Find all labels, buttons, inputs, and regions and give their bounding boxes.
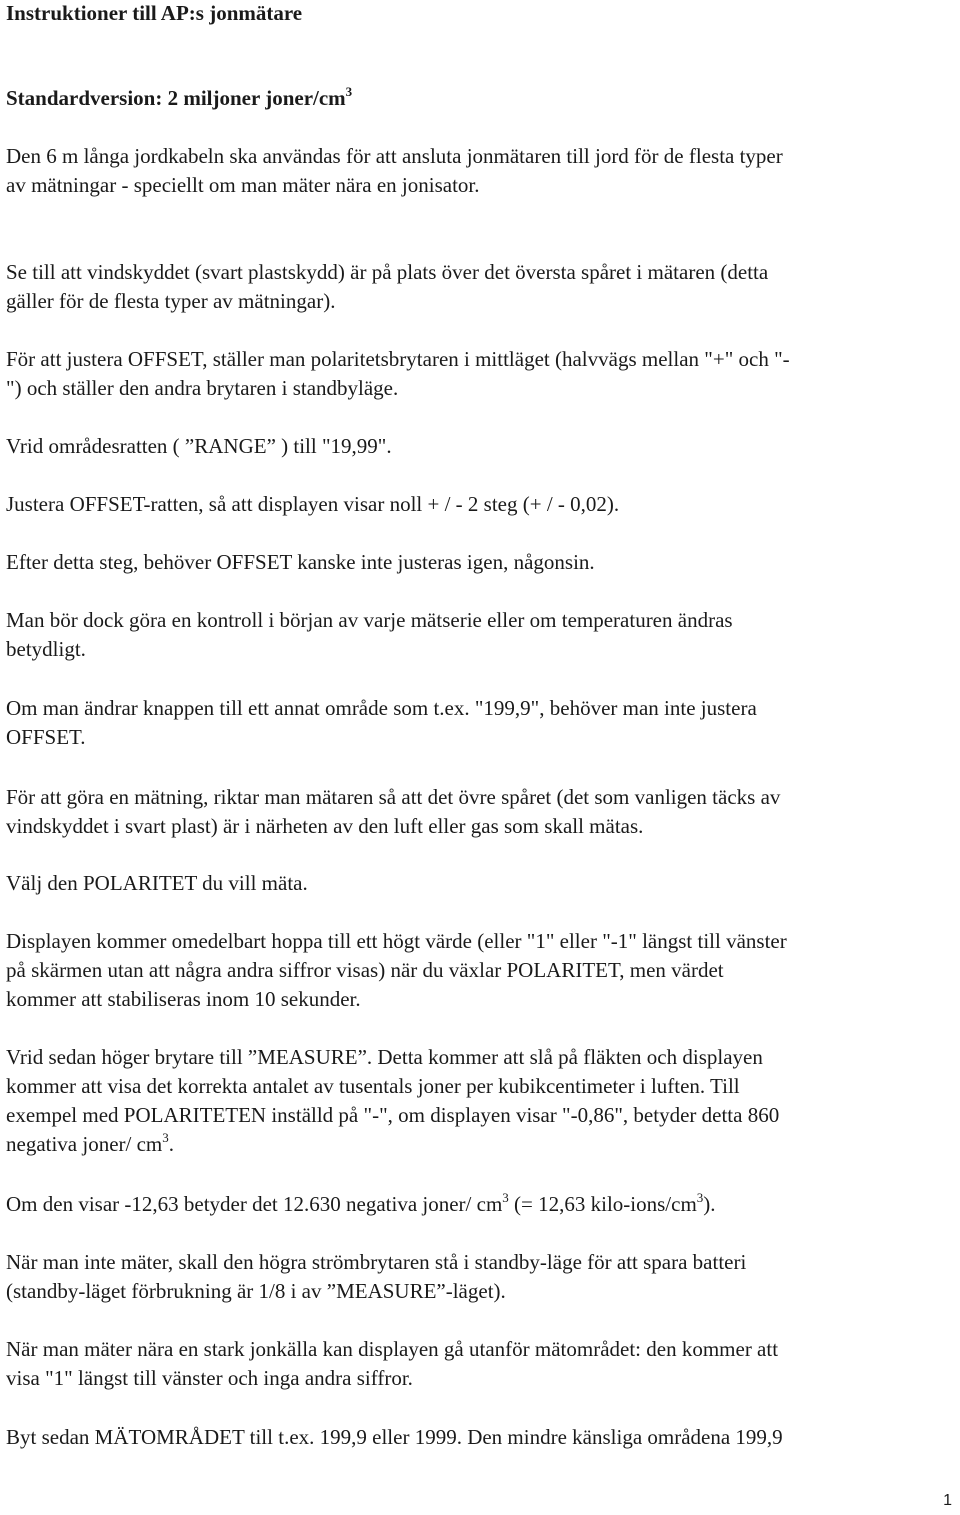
document-title: Instruktioner till AP:s jonmätare bbox=[6, 1, 303, 25]
paragraph-standby: När man inte mäter, skall den högra strömbrytaren stå i standby-läge för att spara batteri (standby-läget förbrukning är 1/8 i av ”MEASURE”-läget). bbox=[6, 1250, 747, 1303]
measure-switch-text: Vrid sedan höger brytare till ”MEASURE”. Detta kommer att slå på fläkten och displayen kommer att visa det korrekta antalet av tusentals joner per kubikcentimeter i luften. Till exempel med POLARITETEN inställd på "-", om displayen visar "-0,86", betyder detta 860 negativa joner/ cm bbox=[6, 1045, 780, 1156]
paragraph-change-measure-range: Byt sedan MÄTOMRÅDET till t.ex. 199,9 eller 1999. Den mindre känsliga områdena 199,9 bbox=[6, 1425, 783, 1449]
paragraph-offset-knob: Justera OFFSET-ratten, så att displayen visar noll + / - 2 steg (+ / - 0,02). bbox=[6, 492, 620, 516]
paragraph-offset-adjust: För att justera OFFSET, ställer man polaritetsbrytaren i mittläget (halvvägs mellan "+" och "- ") och ställer den andra brytaren i standbyläge. bbox=[6, 347, 790, 400]
paragraph-polarity: Välj den POLARITET du vill mäta. bbox=[6, 871, 308, 895]
example-reading-text-c: ). bbox=[703, 1192, 716, 1216]
paragraph-display-jump: Displayen kommer omedelbart hoppa till ett högt värde (eller "1" eller "-1" längst till vänster på skärmen utan att några andra siffror visas) när du växlar POLARITET, men värdet kommer att stabiliseras inom 10 sekunder. bbox=[6, 929, 787, 1011]
paragraph-measuring: För att göra en mätning, riktar man mätaren så att det övre spåret (det som vanligen täcks av vindskyddet i svart plast) är i närheten av den luft eller gas som skall mätas. bbox=[6, 785, 781, 838]
subtitle-superscript: 3 bbox=[345, 84, 353, 99]
paragraph-example-reading bbox=[6, 1190, 954, 1219]
subtitle-text: Standardversion: 2 miljoner joner/cm bbox=[6, 86, 346, 110]
measure-switch-end: . bbox=[168, 1132, 175, 1156]
example-reading-superscript-2: 3 bbox=[696, 1190, 704, 1205]
paragraph-out-of-range: När man mäter nära en stark jonkälla kan displayen gå utanför mätområdet: den kommer att visa "1" längst till vänster och inga andra siffror. bbox=[6, 1337, 779, 1390]
paragraph-measure-switch bbox=[6, 1043, 954, 1159]
paragraph-change-range: Om man ändrar knappen till ett annat område som t.ex. "199,9", behöver man inte justera OFFSET. bbox=[6, 696, 757, 749]
paragraph-grounding-cable: Den 6 m långa jordkabeln ska användas för att ansluta jonmätaren till jord för de flesta typer av mätningar - speciellt om man mäter nära en jonisator. bbox=[6, 144, 783, 197]
page-number: 1 bbox=[943, 1492, 952, 1509]
paragraph-check-series: Man bör dock göra en kontroll i början av varje mätserie eller om temperaturen ändras betydligt. bbox=[6, 608, 733, 661]
paragraph-range-knob: Vrid områdesratten ( ”RANGE” ) till "19,99". bbox=[6, 434, 392, 458]
example-reading-text-a: Om den visar -12,63 betyder det 12.630 negativa joner/ cm bbox=[6, 1192, 503, 1216]
measure-switch-superscript: 3 bbox=[162, 1130, 169, 1145]
document-subtitle bbox=[6, 85, 352, 111]
example-reading-superscript-1: 3 bbox=[502, 1190, 509, 1205]
paragraph-offset-once: Efter detta steg, behöver OFFSET kanske inte justeras igen, någonsin. bbox=[6, 550, 595, 574]
paragraph-wind-shield: Se till att vindskyddet (svart plastskydd) är på plats över det översta spåret i mätaren (detta gäller för de flesta typer av mätningar). bbox=[6, 260, 769, 313]
example-reading-text-b: (= 12,63 kilo-ions/cm bbox=[508, 1192, 697, 1216]
